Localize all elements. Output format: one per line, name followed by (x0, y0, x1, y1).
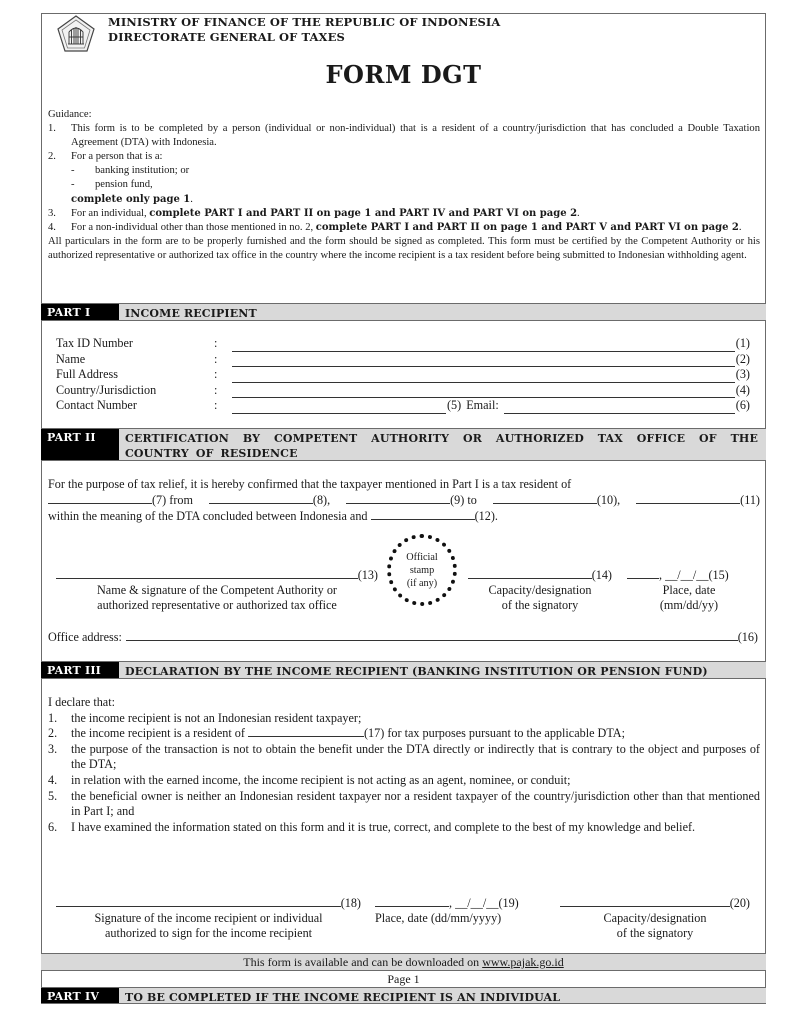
part-title: DECLARATION BY THE INCOME RECIPIENT (BANKING INSTITUTION OR PENSION FUND) (125, 665, 708, 678)
field-label: Office address: (48, 630, 122, 644)
item-number: 5. (48, 788, 58, 803)
declaration-item-6 (48, 820, 760, 836)
item-text: the beneficial owner is neither an Indonesian resident taxpayer nor a resident taxpayer of the country/jurisdiction other than that mentioned in Part I; and (71, 788, 760, 819)
name-field[interactable] (232, 356, 735, 367)
item-text: the income recipient is not an Indonesian resident taxpayer; (71, 710, 362, 725)
field-11[interactable] (636, 493, 740, 504)
signatory-capacity (468, 568, 612, 614)
punctuation: . (738, 221, 742, 233)
guidance-item-4 (48, 221, 760, 235)
field-number: (18) (340, 896, 361, 910)
declaration-intro: I declare that: (48, 695, 115, 709)
guidance-subitem (48, 164, 760, 178)
part-title: CERTIFICATION BY COMPETENT AUTHORITY OR AUTHORIZED TAX OFFICE OF THE COUNTRY OF RESIDENCE (125, 432, 758, 460)
guidance-item-text: For an individual, (71, 207, 150, 219)
part-label: PART IV (41, 988, 119, 1003)
capacity-caption: Capacity/designation (603, 911, 707, 925)
field-label: Tax ID Number (56, 336, 133, 350)
stamp-text: Official (406, 551, 438, 563)
guidance-item-2 (48, 150, 760, 164)
colon: : (214, 398, 218, 413)
item-number: 3. (48, 741, 58, 756)
part-title: INCOME RECIPIENT (125, 307, 257, 320)
field-number: (19) (498, 896, 519, 910)
item-number: 6. (48, 819, 58, 834)
stamp-text: (if any) (406, 577, 438, 589)
colon: : (214, 351, 218, 366)
pajak-website-link[interactable]: www.pajak.go.id (482, 955, 564, 969)
guidance-bold-instruction: complete PART I and PART II on page 1 and PART IV and PART VI on page 2 (149, 207, 578, 219)
authority-signature-field[interactable] (56, 568, 358, 579)
official-stamp-area (387, 534, 457, 606)
date-field[interactable]: , __/__/__ (659, 568, 709, 582)
directorate-name: DIRECTORATE GENERAL OF TAXES (108, 30, 345, 44)
declaration-item-2 (48, 726, 760, 742)
guidance-item-text: For a non-individual other than those mentioned in no. 2, (71, 221, 316, 233)
part-label: PART I (41, 304, 119, 320)
part-label: PART II (41, 429, 119, 460)
place-date-caption: Place, date (dd/mm/yyyy) (375, 911, 502, 925)
colon: : (214, 367, 218, 382)
certification-statement (48, 477, 760, 524)
page-number: Page 1 (387, 972, 420, 986)
field-number: (10), (596, 492, 621, 507)
field-number: (3) (735, 367, 750, 382)
guidance-item-text: This form is to be completed by a person (individual or non-individual) that is a resident of a country/jurisdiction that has concluded a Double Taxation Agreement (DTA) with Indonesia. (71, 123, 760, 149)
guidance-item-number: 1. (48, 123, 56, 135)
item-number: 4. (48, 772, 58, 787)
signature-caption: authorized representative or authorized tax office (97, 598, 337, 613)
guidance-item-3 (48, 207, 760, 221)
punctuation: . (190, 193, 193, 205)
guidance-subitem (48, 178, 760, 192)
signature-caption: Name & signature of the Competent Authority or (97, 583, 337, 597)
guidance-subitem-text: banking institution; or (95, 165, 190, 177)
residence-country-field[interactable] (48, 493, 152, 504)
guidance-item-number: 2. (48, 151, 56, 163)
punctuation: . (577, 207, 580, 219)
capacity-caption: of the signatory (616, 926, 694, 941)
item-text: the income recipient is a resident of (71, 726, 248, 741)
signature-caption: authorized to sign for the income recipient (104, 926, 313, 941)
place-field[interactable] (627, 568, 659, 579)
name-row (56, 352, 750, 368)
field-number: (1) (735, 336, 750, 350)
form-title (0, 60, 807, 89)
resident-country-field[interactable] (248, 726, 364, 737)
recipient-capacity (560, 896, 750, 942)
place-date-caption: Place, date (662, 583, 716, 597)
date-format-caption: (mm/dd/yy) (659, 598, 719, 613)
availability-footer (41, 953, 766, 971)
full-address-field[interactable] (232, 372, 735, 383)
form-title-text: FORM DGT (325, 60, 482, 89)
part4-header (41, 987, 766, 1004)
place-date-block (627, 568, 751, 614)
office-address-row (48, 630, 758, 645)
tax-id-field[interactable] (232, 341, 735, 352)
ministry-name: MINISTRY OF FINANCE OF THE REPUBLIC OF INDONESIA (108, 15, 501, 29)
place-field[interactable] (375, 896, 449, 907)
field-number: (20) (729, 896, 750, 910)
stamp-text: stamp (409, 564, 435, 576)
ministry-heading (108, 15, 500, 45)
guidance-bold-instruction: complete only page 1 (71, 193, 191, 205)
guidance-item-number: 3. (48, 207, 56, 219)
guidance-item-number: 4. (48, 221, 56, 233)
country-jurisdiction-field[interactable] (232, 387, 735, 398)
field-number: (9) to (450, 492, 477, 507)
certification-text: For the purpose of tax relief, it is hereby confirmed that the taxpayer mentioned in Part I is a tax resident of (48, 477, 572, 491)
residence-period-row (48, 493, 760, 509)
field-number: (8), (312, 492, 331, 507)
capacity-caption: of the signatory (501, 598, 579, 613)
field-number: (4) (735, 382, 750, 397)
part2-header (41, 428, 766, 461)
capacity-field[interactable] (468, 568, 592, 579)
dash-bullet: - (71, 179, 75, 191)
contact-number-field[interactable] (232, 403, 446, 414)
guidance-item-1 (48, 122, 760, 150)
form-page-top-border (41, 13, 766, 14)
dta-text: within the meaning of the DTA concluded between Indonesia and (48, 508, 368, 523)
item-text: for tax purposes pursuant to the applicable DTA; (384, 726, 625, 741)
dta-country-field[interactable] (371, 509, 475, 520)
availability-text: This form is available and can be downloaded on (243, 955, 483, 969)
email-label: Email: (466, 398, 499, 413)
guidance-item-text: For a person that is a: (71, 151, 163, 163)
field-number: (12). (474, 508, 498, 523)
recipient-signature-field[interactable] (56, 896, 341, 907)
field-number: (6) (735, 398, 750, 413)
guidance-closing-paragraph: All particulars in the form are to be properly furnished and the form should be signed as completed. This form must be certified by the Competent Authority or his authorized representative or authorized tax office in the country where the income recipient is a tax resident before being submitted to Indonesian withholding agent. (48, 235, 760, 261)
recipient-place-date (375, 896, 547, 926)
field-9[interactable] (346, 493, 450, 504)
signature-caption: Signature of the income recipient or individual (94, 911, 323, 925)
field-number: (14) (591, 568, 612, 582)
colon: : (214, 336, 218, 350)
recipient-signature (56, 896, 361, 942)
field-number: (5) (447, 398, 462, 413)
tax-id-row (56, 336, 750, 352)
competent-authority-signature (56, 568, 378, 614)
guidance-title: Guidance: (48, 109, 92, 120)
field-number: (15) (708, 568, 729, 582)
part-label: PART III (41, 662, 119, 678)
item-text: in relation with the earned income, the income recipient is not acting as an agent, nominee, or conduit; (71, 772, 571, 787)
item-text: I have examined the information stated on this form and it is true, correct, and complete to the best of my knowledge and belief. (71, 819, 696, 834)
declaration-section (48, 695, 760, 835)
field-label: Name (56, 351, 86, 366)
capacity-caption: Capacity/designation (488, 583, 592, 597)
item-text: the purpose of the transaction is not to obtain the benefit under the DTA directly or indirectly that is contrary to the object and purposes of the DTA; (71, 741, 760, 772)
part3-header (41, 661, 766, 679)
period-to-field[interactable] (493, 493, 597, 504)
period-from-field[interactable] (209, 493, 313, 504)
field-number: (2) (735, 351, 750, 366)
field-number: (17) (364, 726, 385, 741)
field-label: Contact Number (56, 398, 137, 413)
guidance-subitem-text: pension fund, (95, 179, 153, 191)
field-label: Country/Jurisdiction (56, 382, 157, 397)
field-number: (11) (740, 492, 760, 507)
declaration-item-5 (48, 789, 760, 820)
field-number: (7) from (152, 492, 193, 507)
declaration-item-3 (48, 742, 760, 773)
income-recipient-fields (56, 336, 750, 414)
guidance-section (48, 108, 760, 263)
address-row (56, 367, 750, 383)
contact-row (56, 398, 750, 414)
field-label: Full Address (56, 367, 118, 382)
field-number: (16) (737, 630, 758, 644)
email-field[interactable] (504, 403, 735, 414)
date-field[interactable]: , __/__/__ (449, 896, 499, 910)
office-address-field[interactable] (126, 630, 738, 641)
country-row (56, 383, 750, 399)
item-number: 2. (48, 726, 58, 741)
dta-row (48, 509, 760, 525)
ministry-emblem-icon (56, 14, 96, 54)
part-title: TO BE COMPLETED IF THE INCOME RECIPIENT IS AN INDIVIDUAL (125, 991, 561, 1004)
field-number: (13) (357, 568, 378, 582)
declaration-item-1 (48, 711, 760, 727)
capacity-field[interactable] (560, 896, 730, 907)
colon: : (214, 382, 218, 397)
guidance-bold-instruction: complete PART I and PART II on page 1 and PART V and PART VI on page 2 (315, 221, 739, 233)
dash-bullet: - (71, 165, 75, 177)
part1-header (41, 303, 766, 321)
guidance-item-2-tail (48, 193, 760, 207)
item-number: 1. (48, 710, 58, 725)
declaration-item-4 (48, 773, 760, 789)
